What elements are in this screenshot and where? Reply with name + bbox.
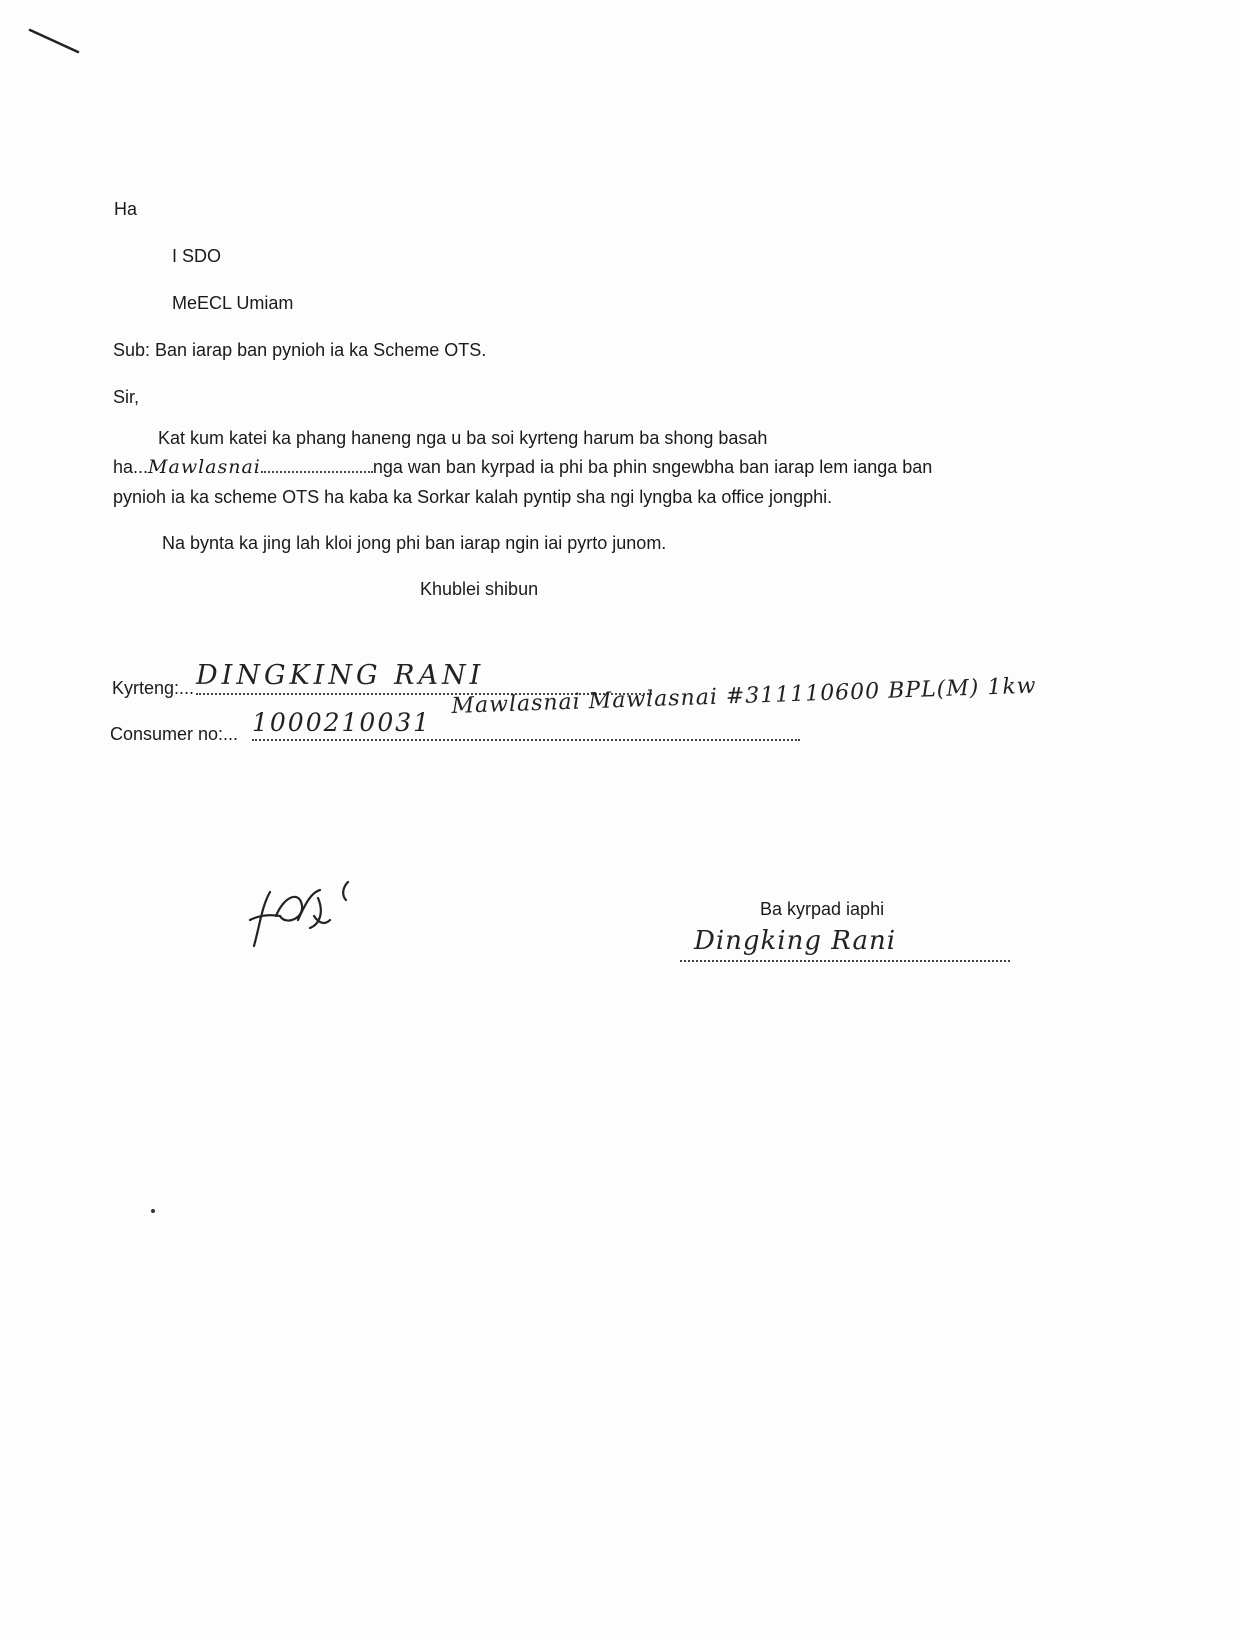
name-label: Kyrteng:... — [112, 678, 195, 698]
body-line-2-prefix: ha... — [113, 457, 149, 477]
salutation-to: Ha — [114, 199, 138, 219]
handwritten-name: DINGKING RANI — [196, 660, 485, 691]
handwritten-consumer-details: Mawlasnai Mawlasnai #311110600 BPL(M) 1kw — [451, 673, 1037, 719]
recipient-line-2: MeECL Umiam — [172, 293, 294, 313]
subject-line: Sub: Ban iarap ban pynioh ia ka Scheme OTS. — [113, 340, 487, 360]
handwritten-signature: Dingking Rani — [694, 926, 897, 956]
body-line-3: pynioh ia ka scheme OTS ha kaba ka Sorkar kalah pyntip sha ngi lyngba ka office jongphi. — [113, 487, 833, 507]
blank-dots — [261, 457, 373, 473]
body-line-4: Na bynta ka jing lah kloi jong phi ban iarap ngin iai pyrto junom. — [162, 533, 667, 553]
greeting: Sir, — [113, 387, 140, 407]
consumer-dots — [252, 739, 800, 741]
body-line-2 — [113, 456, 932, 478]
consumer-label: Consumer no:... — [110, 724, 239, 744]
body-line-1: Kat kum katei ka phang haneng nga u ba soi kyrteng harum ba shong basah — [158, 428, 768, 448]
signature-label: Ba kyrpad iaphi — [760, 899, 885, 919]
signature-dots — [680, 960, 1010, 962]
recipient-line-1: I SDO — [172, 246, 222, 266]
handwritten-village: Mawlasnai — [148, 456, 261, 478]
closing-line: Khublei shibun — [420, 579, 539, 599]
initials-scribble — [240, 876, 370, 956]
body-line-2-suffix: nga wan ban kyrpad ia phi ba phin sngewbha ban iarap lem ianga ban — [372, 457, 933, 477]
handwritten-consumer-number: 1000210031 — [252, 708, 432, 737]
corner-pen-stroke — [28, 26, 88, 66]
stray-dot — [151, 1209, 155, 1213]
